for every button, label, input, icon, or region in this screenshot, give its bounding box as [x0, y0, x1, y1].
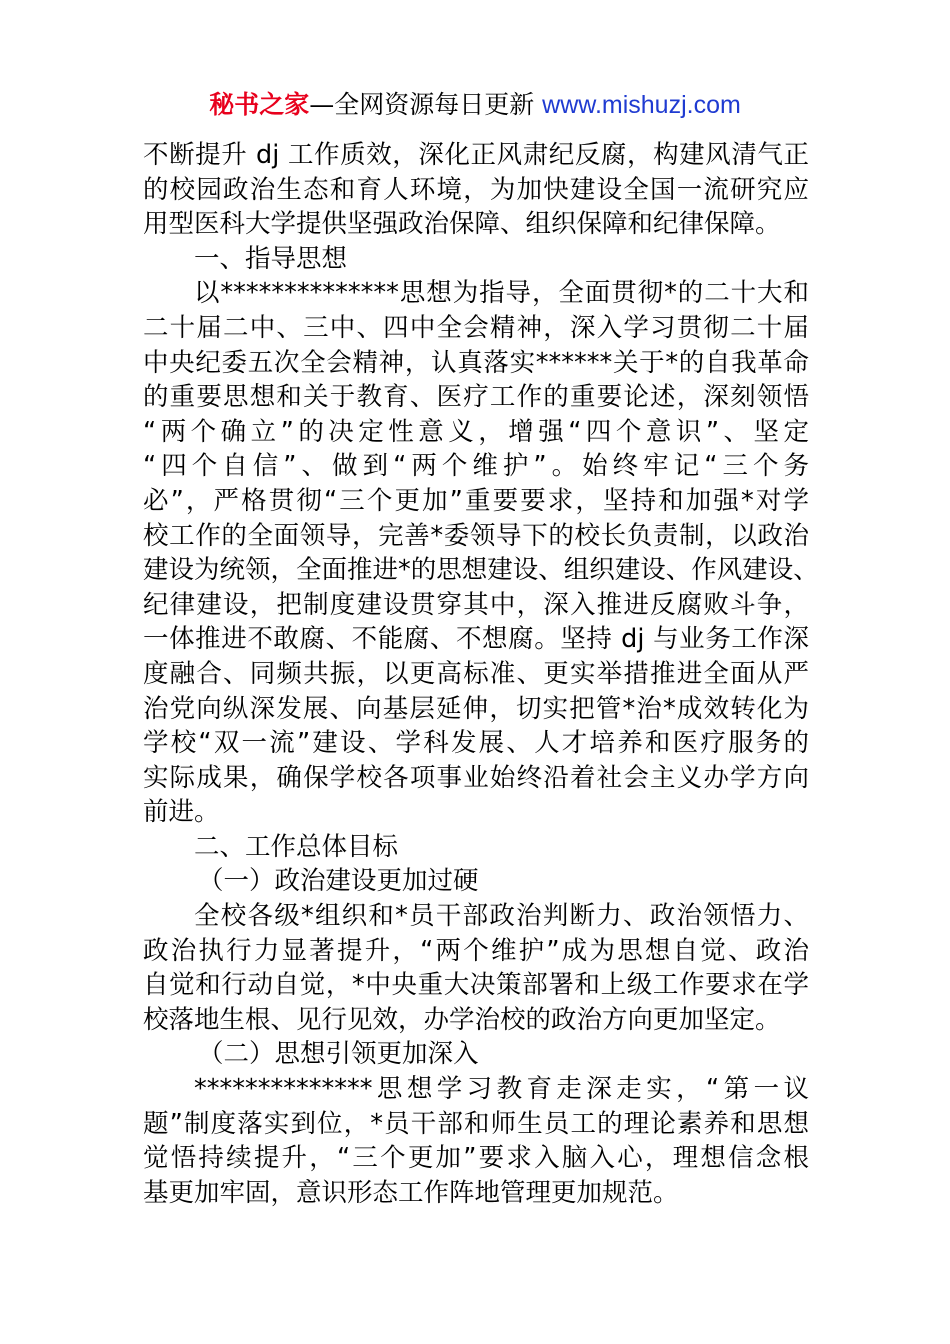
body-line: 学校“双一流”建设、学科发展、人才培养和医疗服务的 [143, 728, 809, 759]
body-line: 校工作的全面领导，完善*委领导下的校长负责制，以政治 [143, 520, 809, 551]
body-line: 必”，严格贯彻“三个更加”重要要求，坚持和加强*对学 [143, 485, 809, 516]
body-line: 实际成果，确保学校各项事业始终沿着社会主义办学方向 [143, 762, 809, 793]
body-line: 纪律建设，把制度建设贯穿其中，深入推进反腐败斗争， [143, 589, 809, 620]
body-line: 治党向纵深发展、向基层延伸，切实把管*治*成效转化为 [143, 693, 809, 724]
body-line: 自觉和行动自觉，*中央重大决策部署和上级工作要求在学 [143, 970, 809, 1001]
header-slogan: —全网资源每日更新 [309, 90, 543, 119]
body-line: **************思想学习教育走深走实，“第一议 [194, 1074, 809, 1105]
section-heading: 二、工作总体目标 [194, 831, 399, 862]
body-line: 的重要思想和关于教育、医疗工作的重要论述，深刻领悟 [143, 382, 809, 413]
body-line: 用型医科大学提供坚强政治保障、组织保障和纪律保障。 [143, 209, 781, 240]
site-header [0, 88, 950, 122]
body-line: 政治执行力显著提升，“两个维护”成为思想自觉、政治 [143, 935, 809, 966]
body-line: 校落地生根、见行见效，办学治校的政治方向更加坚定。 [143, 1004, 781, 1035]
body-line: “四个自信”、做到“两个维护”。始终牢记“三个务 [143, 451, 809, 482]
subsection-heading: （一）政治建设更加过硬 [198, 866, 479, 897]
brand-name: 秘书之家 [209, 90, 310, 119]
body-line: 一体推进不敢腐、不能腐、不想腐。坚持 dj 与业务工作深 [143, 624, 809, 655]
section-heading: 一、指导思想 [194, 243, 348, 274]
body-line: 的校园政治生态和育人环境，为加快建设全国一流研究应 [143, 174, 809, 205]
body-line: 度融合、同频共振，以更高标准、更实举措推进全面从严 [143, 658, 809, 689]
site-url-link[interactable]: www.mishuzj.com [542, 91, 741, 119]
subsection-heading: （二）思想引领更加深入 [198, 1039, 479, 1070]
document-body [143, 138, 819, 1210]
body-line: 题”制度落实到位，*员干部和师生员工的理论素养和思想 [143, 1108, 809, 1139]
body-line: 中央纪委五次全会精神，认真落实******关于*的自我革命 [143, 347, 809, 378]
body-line: 全校各级*组织和*员干部政治判断力、政治领悟力、 [194, 901, 809, 932]
body-line: “两个确立”的决定性意义，增强“四个意识”、坚定 [143, 416, 809, 447]
body-line: 不断提升 dj 工作质效，深化正风肃纪反腐，构建风清气正 [143, 140, 809, 170]
body-line: 基更加牢固，意识形态工作阵地管理更加规范。 [143, 1177, 679, 1208]
body-line: 前进。 [143, 797, 220, 828]
body-line: 以**************思想为指导，全面贯彻*的二十大和 [194, 278, 809, 309]
body-line: 建设为统领，全面推进*的思想建设、组织建设、作风建设、 [143, 555, 819, 586]
body-line: 觉悟持续提升，“三个更加”要求入脑入心，理想信念根 [143, 1143, 809, 1174]
body-line: 二十届二中、三中、四中全会精神，深入学习贯彻二十届 [143, 312, 809, 343]
